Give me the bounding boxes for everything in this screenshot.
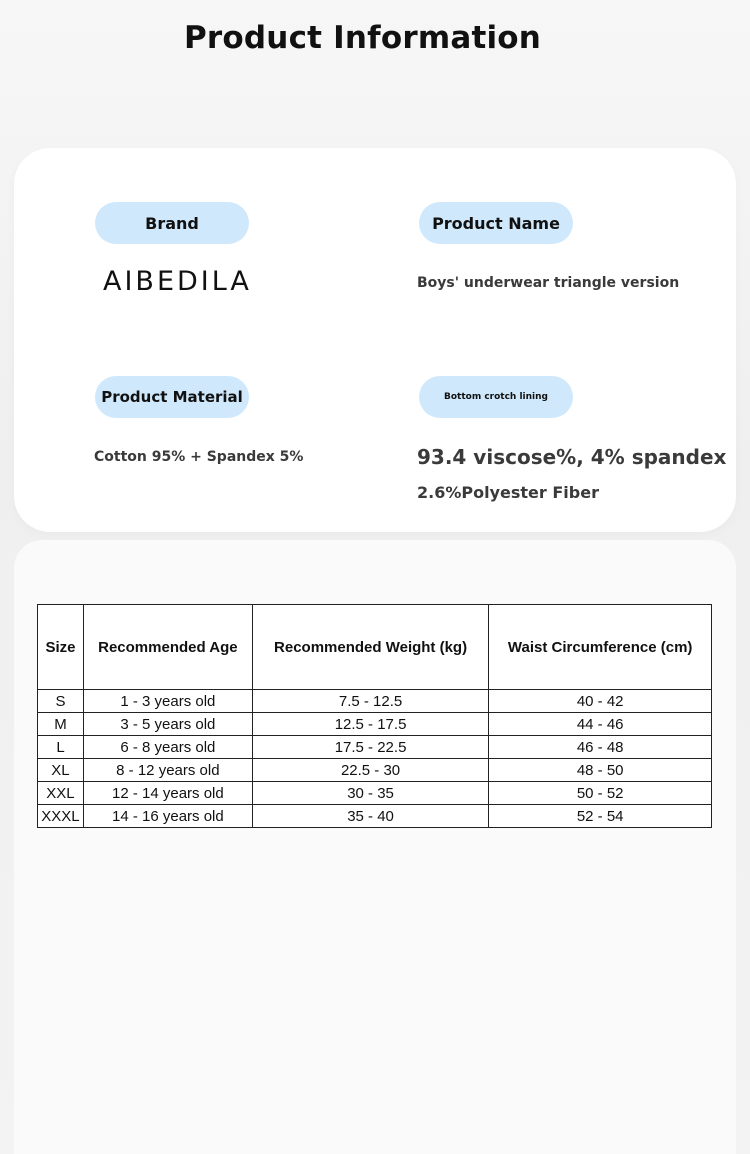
cell-age: 1 - 3 years old: [83, 690, 252, 713]
table-row: [38, 690, 712, 713]
lining-value-line2: 2.6%Polyester Fiber: [417, 483, 599, 502]
lining-label-pill: [419, 376, 573, 418]
brand-label: Brand: [145, 213, 199, 233]
table-row: [38, 713, 712, 736]
page-title: Product Information: [184, 20, 542, 56]
product-name-value: Boys' underwear triangle version: [417, 275, 680, 291]
cell-size: XXXL: [38, 805, 84, 828]
brand-label-pill: [95, 202, 249, 244]
cell-waist: 52 - 54: [489, 805, 712, 828]
material-label: Product Material: [101, 388, 243, 406]
cell-age: 12 - 14 years old: [83, 782, 252, 805]
cell-age: 3 - 5 years old: [83, 713, 252, 736]
cell-size: XXL: [38, 782, 84, 805]
cell-size: M: [38, 713, 84, 736]
table-row: [38, 805, 712, 828]
lining-value-line1: 93.4 viscose%, 4% spandex: [417, 445, 727, 469]
cell-waist: 44 - 46: [489, 713, 712, 736]
header-weight: Recommended Weight (kg): [252, 605, 489, 690]
cell-weight: 22.5 - 30: [252, 759, 489, 782]
cell-age: 8 - 12 years old: [83, 759, 252, 782]
cell-waist: 50 - 52: [489, 782, 712, 805]
cell-waist: 46 - 48: [489, 736, 712, 759]
cell-size: L: [38, 736, 84, 759]
cell-age: 6 - 8 years old: [83, 736, 252, 759]
size-table: [37, 604, 712, 828]
table-row: [38, 736, 712, 759]
cell-weight: 17.5 - 22.5: [252, 736, 489, 759]
product-name-label: Product Name: [432, 213, 560, 233]
cell-weight: 7.5 - 12.5: [252, 690, 489, 713]
product-name-label-pill: [419, 202, 573, 244]
cell-size: XL: [38, 759, 84, 782]
cell-age: 14 - 16 years old: [83, 805, 252, 828]
cell-weight: 30 - 35: [252, 782, 489, 805]
cell-waist: 48 - 50: [489, 759, 712, 782]
header-size: Size: [38, 605, 84, 690]
table-row: [38, 782, 712, 805]
cell-weight: 35 - 40: [252, 805, 489, 828]
table-row: [38, 759, 712, 782]
header-waist: Waist Circumference (cm): [489, 605, 712, 690]
brand-logo: AIBEDILA: [103, 266, 252, 297]
material-value: Cotton 95% + Spandex 5%: [94, 449, 304, 465]
cell-size: S: [38, 690, 84, 713]
cell-waist: 40 - 42: [489, 690, 712, 713]
cell-weight: 12.5 - 17.5: [252, 713, 489, 736]
material-label-pill: [95, 376, 249, 418]
header-age: Recommended Age: [83, 605, 252, 690]
lining-label: Bottom crotch lining: [444, 392, 548, 402]
table-header-row: [38, 605, 712, 690]
